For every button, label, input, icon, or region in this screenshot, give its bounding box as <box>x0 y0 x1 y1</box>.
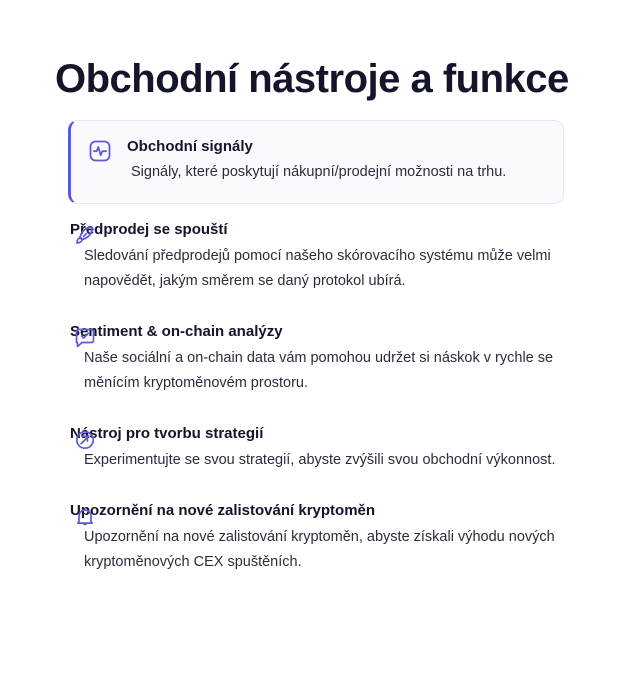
feature-description: Naše sociální a on-chain data vám pomohou udržet si náskok v rychle se měnícím kryptoměnovém prostoru. <box>84 350 554 391</box>
feature-title: Sentiment & on-chain analýzy <box>70 323 283 340</box>
feature-description: Signály, které poskytují nákupní/prodejní možnosti na trhu. <box>131 164 507 180</box>
page-title: Obchodní nástroje a funkce <box>55 56 569 101</box>
feature-body <box>70 501 598 575</box>
feature-body <box>70 322 598 396</box>
feature-item-listing-alerts[interactable] <box>0 489 636 587</box>
chat-check-icon <box>72 325 98 351</box>
strategy-circle-icon <box>72 427 98 453</box>
rocket-icon <box>72 223 98 249</box>
feature-item-trading-signals[interactable] <box>68 120 564 204</box>
feature-description: Upozornění na nové zalistování kryptoměn, abyste získali výhodu nových kryptoměnových CEX spuštěních. <box>84 529 555 570</box>
feature-title: Upozornění na nové zalistování kryptoměn <box>70 502 376 519</box>
feature-item-presale-launches[interactable] <box>0 208 636 306</box>
feature-item-sentiment-onchain[interactable] <box>0 310 636 408</box>
feature-title: Nástroj pro tvorbu strategií <box>70 425 264 442</box>
pulse-icon <box>87 138 113 164</box>
feature-list <box>0 120 636 591</box>
feature-body <box>70 220 598 294</box>
feature-title: Předprodej se spouští <box>70 221 228 238</box>
feature-description: Experimentujte se svou strategií, abyste zvýšili svou obchodní výkonnost. <box>84 452 556 468</box>
feature-body <box>70 424 598 473</box>
feature-body <box>127 137 545 185</box>
bell-icon <box>72 504 98 530</box>
feature-description: Sledování předprodejů pomocí našeho skórovacího systému může velmi napovědět, jakým směrem se daný protokol ubírá. <box>84 248 551 289</box>
feature-title: Obchodní signály <box>127 138 253 155</box>
feature-item-strategy-builder[interactable] <box>0 412 636 485</box>
